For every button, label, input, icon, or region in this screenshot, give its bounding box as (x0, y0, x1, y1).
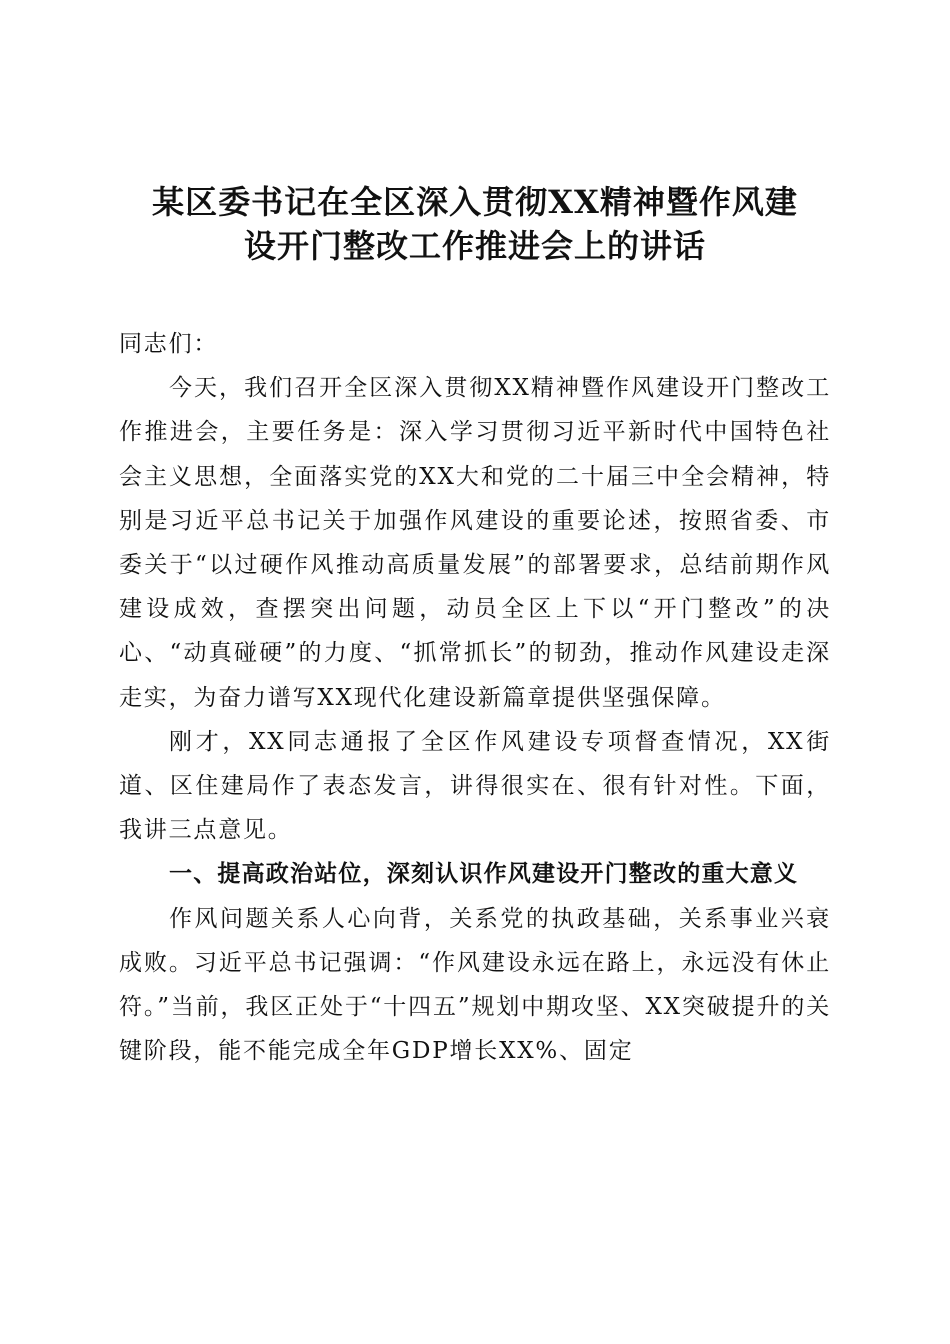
section-heading-1: 一、提高政治站位，深刻认识作风建设开门整改的重大意义 (169, 861, 799, 888)
title-line-2: 设开门整改工作推进会上的讲话 (243, 227, 706, 265)
salutation: 同志们： (119, 331, 219, 357)
document-title (110, 180, 840, 268)
title-line-1: 某区委书记在全区深入贯彻XX精神暨作风建 (152, 183, 798, 221)
paragraph-remarks: 刚才，XX同志通报了全区作风建设专项督查情况，XX街道、区住建局作了表态发言，讲得很实在、很有针对性。下面，我讲三点意见。 (119, 728, 831, 844)
paragraph-opening: 今天，我们召开全区深入贯彻XX精神暨作风建设开门整改工作推进会，主要任务是：深入学习贯彻习近平新时代中国特色社会主义思想，全面落实党的XX大和党的二十届三中全会精神，特别是习近平总书记关于加强作风建设的重要论述，按照省委、市委关于“以过硬作风推动高质量发展”的部署要求，总结前期作风建设成效，查摆突出问题，动员全区上下以“开门整改”的决心、“动真碰硬”的力度、“抓常抓长”的韧劲，推动作风建设走深走实，为奋力谱写XX现代化建设新篇章提供坚强保障。 (119, 375, 831, 711)
paragraph-section-1: 作风问题关系人心向背，关系党的执政基础，关系事业兴衰成败。习近平总书记强调：“作风建设永远在路上，永远没有休止符。”当前，我区正处于“十四五”规划中期攻坚、XX突破提升的关键阶段，能不能完成全年GDP增长XX%、固定 (119, 905, 831, 1065)
document-body (119, 322, 831, 1073)
